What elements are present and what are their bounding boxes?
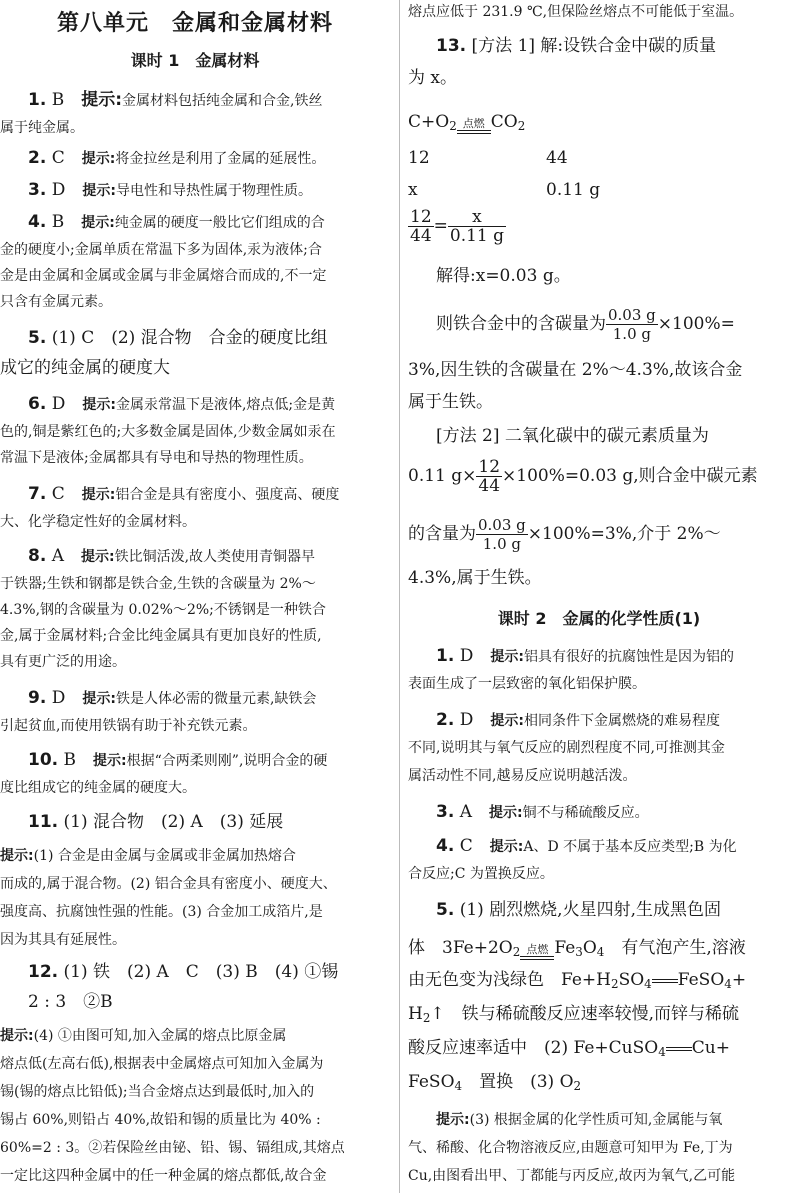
right-continuation: 熔点应低于 231.9 ℃,但保险丝熔点不可能低于室温。 xyxy=(408,4,744,20)
q12-line1: 12. (1) 铁 (2) A C (3) B (4) ①锡 xyxy=(28,962,339,982)
q12-hint5: 60%=2 : 3。②若保险丝由铋、铅、锡、镉组成,其熔点 xyxy=(0,1140,345,1156)
q10-line1: 10. B 提示:根据“合两柔则刚”,说明合金的硬 xyxy=(28,750,328,770)
q5-line2: 成它的纯金属的硬度大 xyxy=(0,358,170,378)
q7-line2: 大、化学稳定性好的金属材料。 xyxy=(0,514,196,530)
q7-line1: 7. C 提示:铝合金是具有密度小、强度高、硬度 xyxy=(28,484,340,504)
q13-line1: 13. [方法 1] 解:设铁合金中碳的质量 xyxy=(436,36,717,56)
p2-line1: 2. D 提示:相同条件下金属燃烧的难易程度 xyxy=(436,710,720,730)
p4-line2: 合反应;C 为置换反应。 xyxy=(408,866,554,882)
q4-line1: 4. B 提示:纯金属的硬度一般比它们组成的合 xyxy=(28,212,325,232)
q11-line1: 11. (1) 混合物 (2) A (3) 延展 xyxy=(28,812,284,832)
p2-line3: 属活动性不同,越易反应说明越活泼。 xyxy=(408,768,637,784)
q8-line5: 具有更广泛的用途。 xyxy=(0,654,126,670)
q8-line3: 4.3%,钢的含碳量为 0.02%～2%;不锈钢是一种铁合 xyxy=(0,602,326,618)
q1-line1: 1. B 提示:金属材料包括纯金属和合金,铁丝 xyxy=(28,90,323,110)
q4-line3: 金是由金属和金属或金属与非金属熔合而成的,不一定 xyxy=(0,268,327,284)
q13-method2-line2: 0.11 g× $\frac{12}{44}$ ×100%=0.03 g,则合金中碳元素 xyxy=(408,457,758,496)
q12-hint1: 提示:(4) ①由图可知,加入金属的熔点比原金属 xyxy=(0,1028,287,1044)
q11-hint2: 而成的,属于混合物。(2) 铝合金具有密度小、硬度大、 xyxy=(0,876,337,892)
q13-mass2a: x xyxy=(408,180,418,200)
q12-line2: 2 : 3 ②B xyxy=(28,992,113,1012)
q12-hint2: 熔点低(左高右低),根据表中金属熔点可知加入金属为 xyxy=(0,1056,324,1072)
q9-line2: 引起贫血,而使用铁锅有助于补充铁元素。 xyxy=(0,718,257,734)
q12-hint6: 一定比这四种金属中的任一种金属的熔点都低,故合金 xyxy=(0,1168,327,1184)
p5-hint2: 气、稀酸、化合物溶液反应,由题意可知甲为 Fe,丁为 xyxy=(408,1140,733,1156)
p5-hint3: Cu,由图看出甲、丁都能与丙反应,故丙为氧气,乙可能 xyxy=(408,1168,736,1184)
p3-line1: 3. A 提示:铜不与稀硫酸反应。 xyxy=(436,802,649,822)
p5-line2: 体 $3Fe+2O_2$ 点燃 $Fe_3O_4$ 有气泡产生,溶液 xyxy=(408,938,746,959)
p5-line4: $H_2↑$ 铁与稀硫酸反应速率较慢,而锌与稀硫 xyxy=(408,1004,740,1025)
q13-carbon-line2: 3%,因生铁的含碳量在 2%～4.3%,故该合金 xyxy=(408,360,743,380)
q13-carbon-line1: 则铁合金中的含碳量为 $\frac{0.03 g}{1.0 g}$ ×100%= xyxy=(436,306,735,343)
q13-mass2b: 0.11 g xyxy=(546,180,601,200)
equals-sign xyxy=(652,979,678,983)
q12-hint3: 锡(锡的熔点比铅低);当合金熔点达到最低时,加入的 xyxy=(0,1084,315,1100)
q3-line1: 3. D 提示:导电性和导热性属于物理性质。 xyxy=(28,180,312,200)
p5-line3: 由无色变为浅绿色 $Fe+H_2SO_4$ FeSO$_4$+ xyxy=(408,970,747,991)
column-divider xyxy=(399,0,400,1193)
q13-method2-line3: 的含量为 $\frac{0.03 g}{1.0 g}$ ×100%=3%,介于 2%～ xyxy=(408,516,721,553)
q1-line2: 属于纯金属。 xyxy=(0,120,84,136)
q11-hint1: 提示:(1) 合金是由金属与金属或非金属加热熔合 xyxy=(0,848,296,864)
condition-arrow: 点燃 xyxy=(520,944,554,960)
q13-mass1b: 44 xyxy=(546,148,568,168)
unit-title: 第八单元 金属和金属材料 xyxy=(56,11,333,36)
q8-line4: 金,属于金属材料;合金比纯金属具有更加良好的性质, xyxy=(0,628,322,644)
q13-equation: $C+O_2$ 点燃 $CO_2$ xyxy=(408,112,526,133)
p5-hint1: 提示:(3) 根据金属的化学性质可知,金属能与氧 xyxy=(436,1112,723,1128)
q13-mass1a: 12 xyxy=(408,148,430,168)
p4-line1: 4. C 提示:A、D 不属于基本反应类型;B 为化 xyxy=(436,836,737,856)
q13-method2-line1: [方法 2] 二氧化碳中的碳元素质量为 xyxy=(436,426,709,446)
q13-carbon-line3: 属于生铁。 xyxy=(408,392,493,412)
q13-ratio: $\frac{12}{44}$ = $\frac{x}{0.11 g}$ xyxy=(410,207,505,246)
q8-line2: 于铁器;生铁和钢都是铁合金,生铁的含碳量为 2%～ xyxy=(0,576,316,592)
lesson1-title: 课时 1 金属材料 xyxy=(130,51,260,70)
q4-line2: 金的硬度小;金属单质在常温下多为固体,汞为液体;合 xyxy=(0,242,322,258)
lesson2-title: 课时 2 金属的化学性质(1) xyxy=(497,609,701,628)
q12-hint4: 锡占 60%,则铅占 40%,故铅和锡的质量比为 40% : xyxy=(0,1112,321,1128)
p5-line5: 酸反应速率适中 (2) Fe+CuSO$_4$ Cu+ xyxy=(408,1038,730,1059)
p5-line6: FeSO$_4$ 置换 (3) $O_2$ xyxy=(408,1072,582,1093)
p5-line1: 5. (1) 剧烈燃烧,火星四射,生成黑色固 xyxy=(436,900,721,920)
q6-line2: 色的,铜是紫红色的;大多数金属是固体,少数金属如汞在 xyxy=(0,424,336,440)
q13-solve: 解得:x=0.03 g。 xyxy=(436,266,571,286)
q10-line2: 度比组成它的纯金属的硬度大。 xyxy=(0,780,196,796)
equals-sign xyxy=(666,1047,692,1051)
q11-hint3: 强度高、抗腐蚀性强的性能。(3) 合金加工成箔片,是 xyxy=(0,904,323,920)
q11-hint4: 因为其具有延展性。 xyxy=(0,932,126,948)
condition-arrow: 点燃 xyxy=(457,118,491,134)
q13-line2: 为 x。 xyxy=(408,68,457,88)
q6-line1: 6. D 提示:金属汞常温下是液体,熔点低;金是黄 xyxy=(28,394,336,414)
q8-line1: 8. A 提示:铁比铜活泼,故人类使用青铜器早 xyxy=(28,546,316,566)
q4-line4: 只含有金属元素。 xyxy=(0,294,112,310)
q9-line1: 9. D 提示:铁是人体必需的微量元素,缺铁会 xyxy=(28,688,317,708)
q2-line1: 2. C 提示:将金拉丝是利用了金属的延展性。 xyxy=(28,148,326,168)
q5-line1: 5. (1) C (2) 混合物 合金的硬度比组 xyxy=(28,328,328,348)
p2-line2: 不同,说明其与氧气反应的剧烈程度不同,可推测其金 xyxy=(408,740,725,756)
p1-line1: 1. D 提示:铝具有很好的抗腐蚀性是因为铝的 xyxy=(436,646,734,666)
q13-method2-line4: 4.3%,属于生铁。 xyxy=(408,568,542,588)
q6-line3: 常温下是液体;金属都具有导电和导热的物理性质。 xyxy=(0,450,313,466)
p1-line2: 表面生成了一层致密的氧化铝保护膜。 xyxy=(408,676,646,692)
